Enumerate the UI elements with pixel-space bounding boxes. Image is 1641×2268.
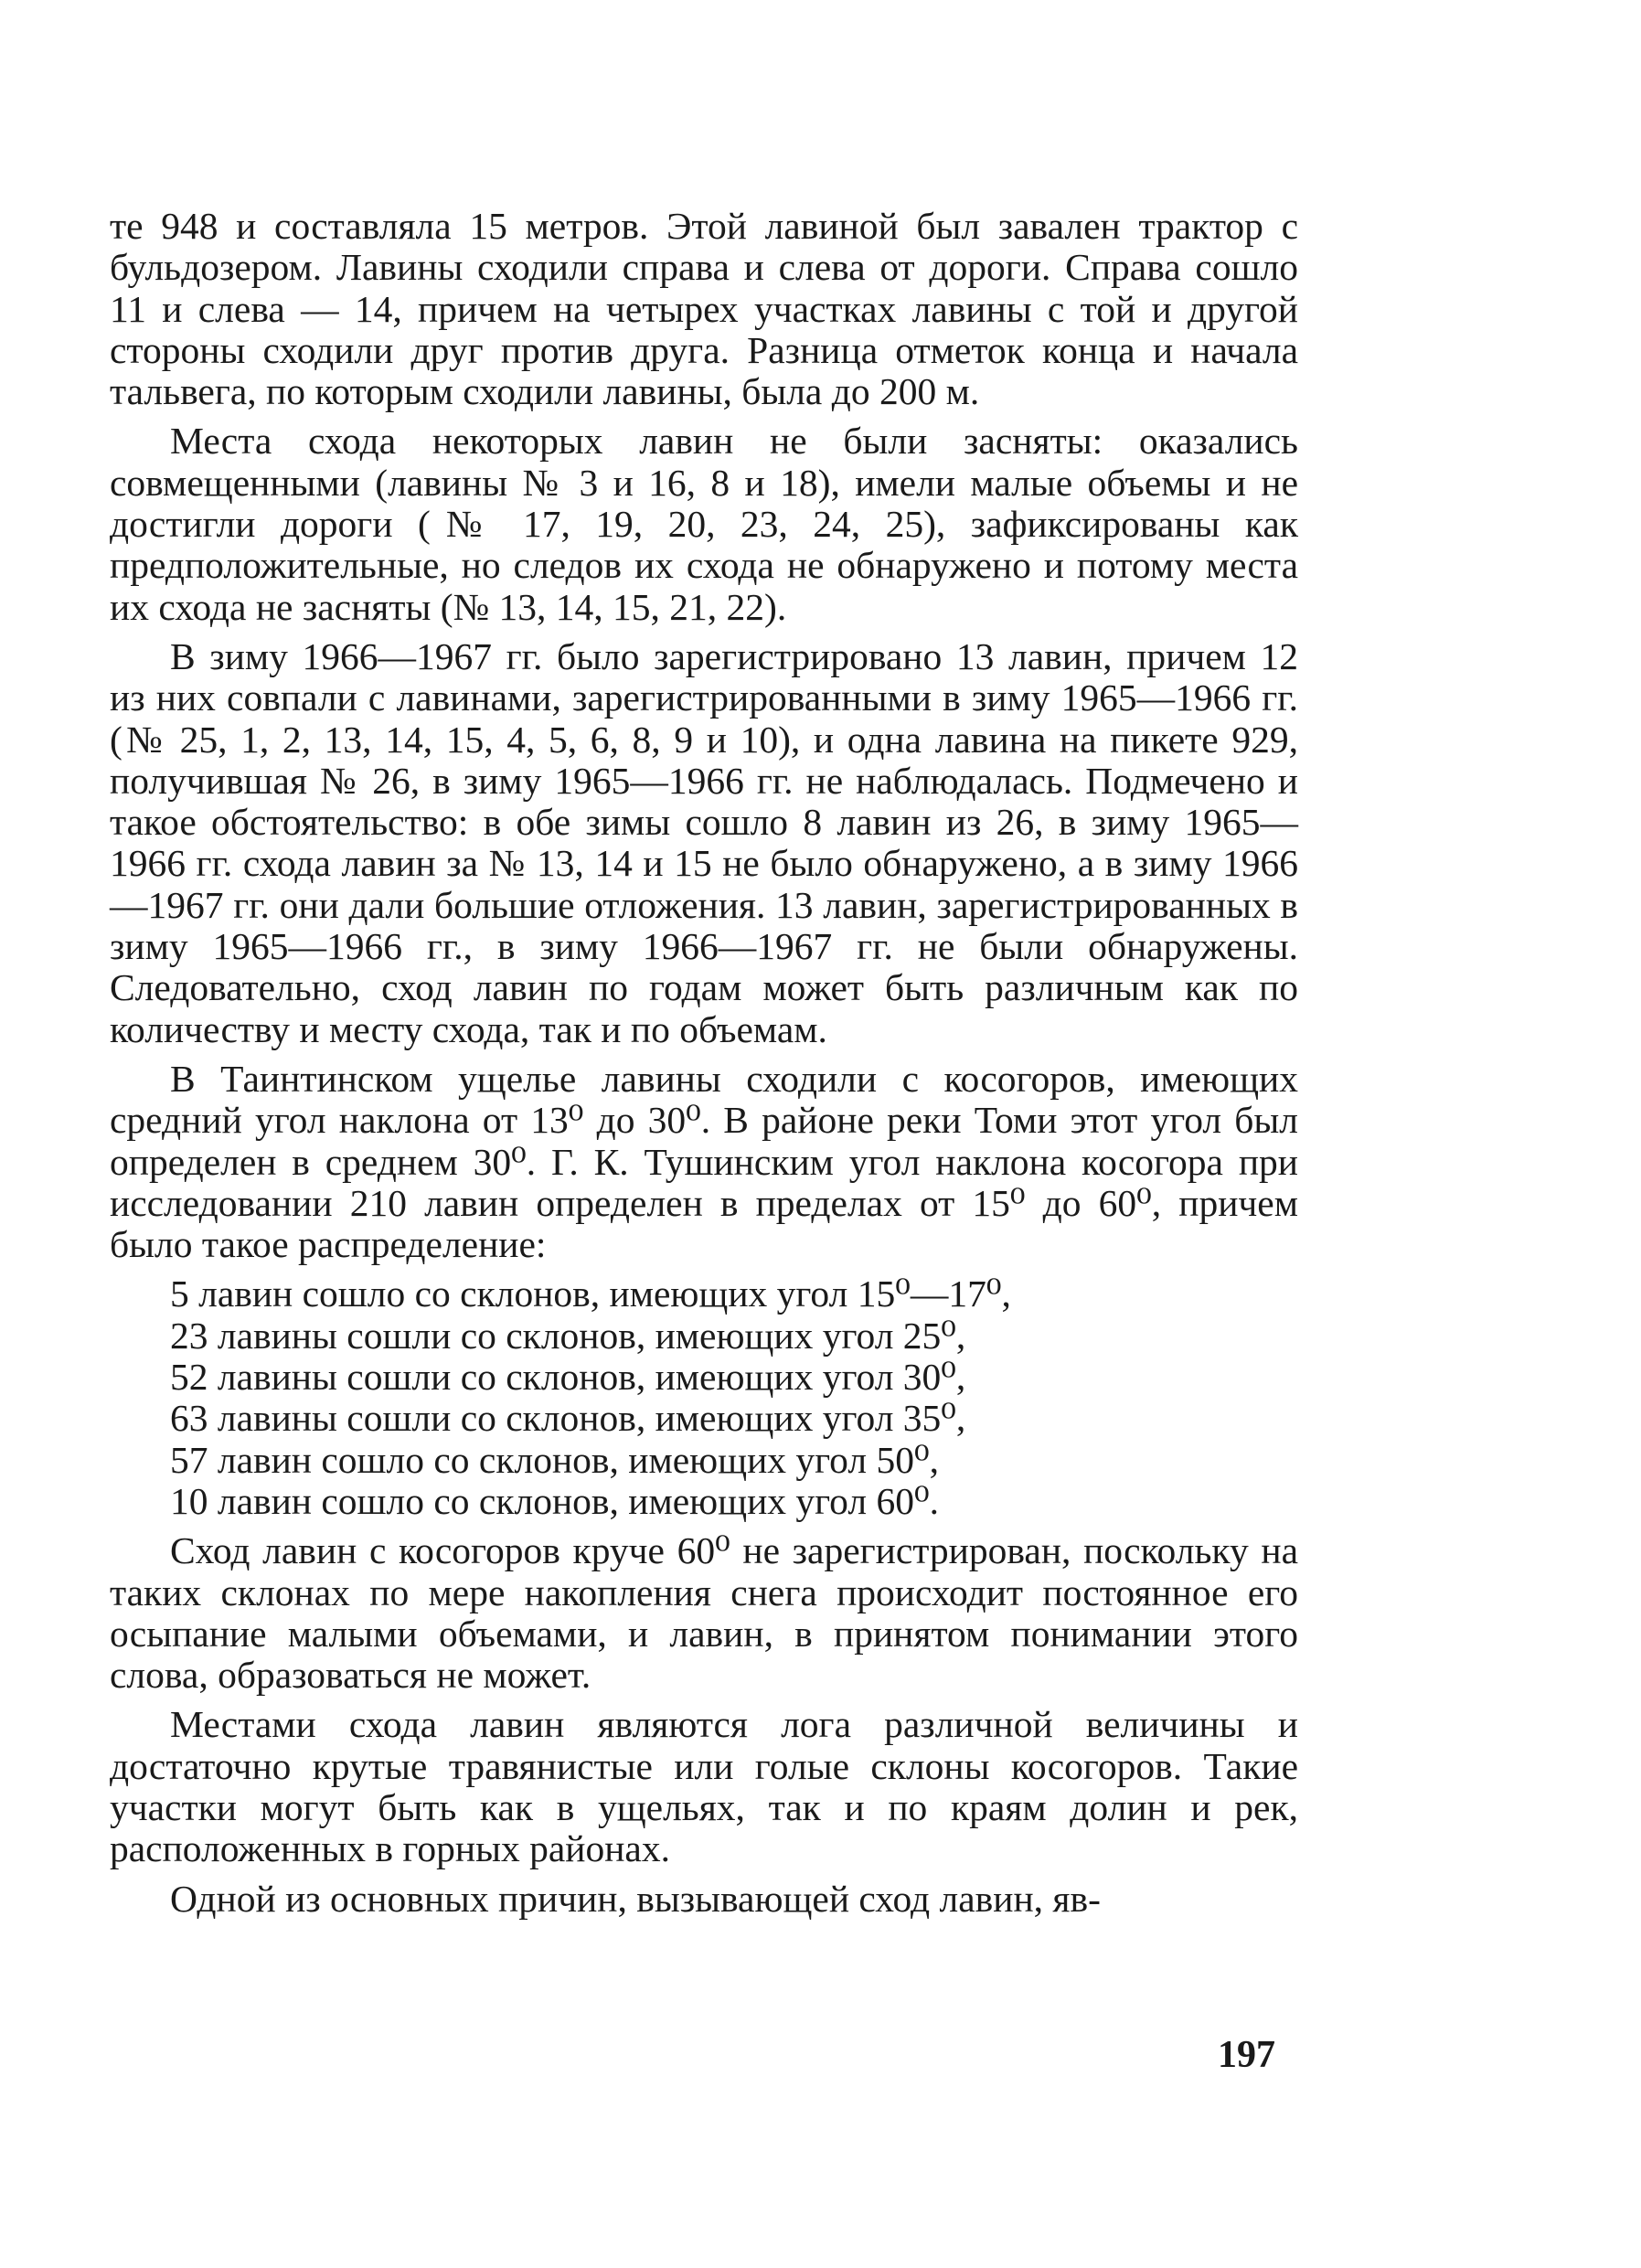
list-item: 23 лавины сошли со склонов, имеющих угол 25⁰, [170,1314,966,1357]
list-item: 5 лавин сошло со склонов, имеющих угол 15⁰—17⁰, [170,1272,1011,1315]
paragraph-steep-slopes: Сход лавин с косогоров круче 60⁰ не зарегистрирован, поскольку на таких склонах по мере накопления снега происходит постоянное его осыпание малыми объемами, и лавин, в принятом понимании этого слова, образоваться не может. [110,1529,1298,1697]
paragraph-continuation: те 948 и составляла 15 метров. Этой лавиной был завален трактор с бульдозером. Лавины сходили справа и слева от дороги. Справа сошло 11 и слева — 14, причем на четырех участках лавины с той и другой стороны сходили друг против друга. Разница отметок конца и начала тальвега, по которым сходили лавины, была до 200 м. [110,205,1298,413]
paragraph-unsurveyed-avalanches: Места схода некоторых лавин не были засняты: оказались совмещенными (лавины № 3 и 16, 8 и 18), имели малые объемы и не достигли дороги (№ 17, 19, 20, 23, 24, 25), зафиксированы как предположительные, но следов их схода не обнаружено и потому места их схода не засняты (№ 13, 14, 15, 21, 22). [110,420,1298,628]
page-number: 197 [1218,2034,1275,2076]
slope-distribution-list [110,1273,1298,1522]
list-item: 57 лавин сошло со склонов, имеющих угол 50⁰, [170,1438,939,1481]
paragraph-slope-angles: В Таинтинском ущелье лавины сходили с косогоров, имеющих средний угол наклона от 13⁰ до 30⁰. В районе реки Томи этот угол был определен в среднем 30⁰. Г. К. Тушинским угол наклона косогора при исследовании 210 лавин определен в пределах от 15⁰ до 60⁰, причем было такое распределение: [110,1057,1298,1266]
list-item: 63 лавины сошли со склонов, имеющих угол 35⁰, [170,1397,966,1440]
paragraph-main-causes: Одной из основных причин, вызывающей сход лавин, яв- [170,1877,1101,1920]
paragraph-avalanche-sites: Местами схода лавин являются лога различной величины и достаточно крутые травянистые или голые склоны косогоров. Такие участки могут быть как в ущельях, так и по краям долин и рек, расположенных в горных районах. [110,1703,1298,1870]
list-item: 10 лавин сошло со склонов, имеющих угол 60⁰. [170,1479,939,1522]
list-item: 52 лавины сошли со склонов, имеющих угол 30⁰, [170,1356,966,1399]
page-text-body [110,206,1298,1928]
paragraph-winter-1966-1967: В зиму 1966—1967 гг. было зарегистрировано 13 лавин, причем 12 из них совпали с лавинами, зарегистрированными в зиму 1965—1966 гг. (№ 25, 1, 2, 13, 14, 15, 4, 5, 6, 8, 9 и 10), и одна лавина на пикете 929, получившая № 26, в зиму 1965—1966 гг. не наблюдалась. Подмечено и такое обстоятельство: в обе зимы сошло 8 лавин из 26, в зиму 1965—1966 гг. схода лавин за № 13, 14 и 15 не было обнаружено, а в зиму 1966—1967 гг. они дали большие отложения. 13 лавин, зарегистрированных в зиму 1965—1966 гг., в зиму 1966—1967 гг. не были обнаружены. Следовательно, сход лавин по годам может быть различным как по количеству и месту схода, так и по объемам. [110,634,1298,1050]
